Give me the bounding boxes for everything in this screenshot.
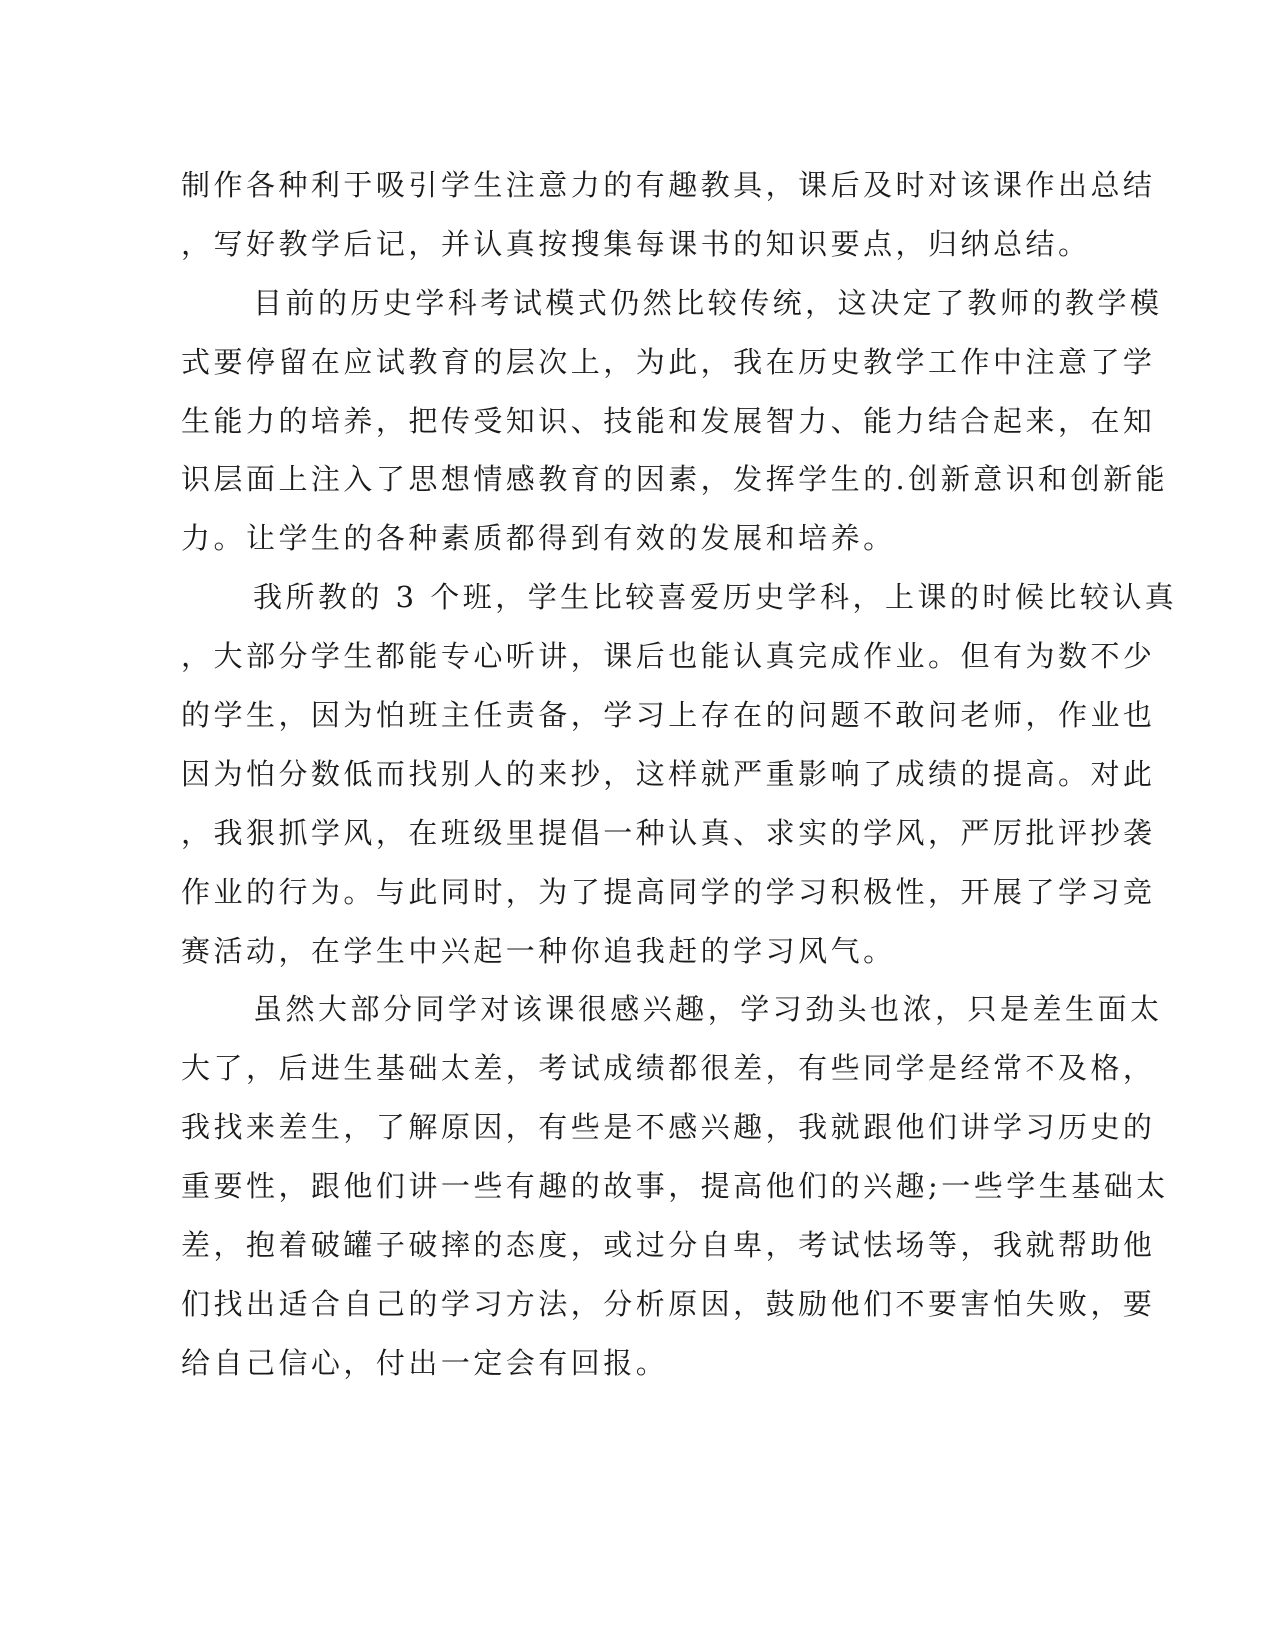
text-line: 力。让学生的各种素质都得到有效的发展和培养。 bbox=[181, 521, 896, 556]
text-line: 识层面上注入了思想情感教育的因素，发挥学生的.创新意识和创新能 bbox=[181, 462, 1169, 497]
text-line: 赛活动，在学生中兴起一种你追我赶的学习风气。 bbox=[181, 933, 896, 968]
text-line: ，我狠抓学风，在班级里提倡一种认真、求实的学风，严厉批评抄袭 bbox=[181, 815, 1156, 850]
text-line: 因为怕分数低而找别人的来抄，这样就严重影响了成绩的提高。对此 bbox=[181, 756, 1156, 791]
text-line: 我所教的 3 个班，学生比较喜爱历史学科，上课的时候比较认真 bbox=[253, 580, 1178, 615]
text-line: 生能力的培养，把传受知识、技能和发展智力、能力结合起来，在知 bbox=[181, 403, 1156, 438]
document-body bbox=[181, 156, 1178, 1393]
text-line: 作业的行为。与此同时，为了提高同学的学习积极性，开展了学习竞 bbox=[181, 874, 1156, 909]
text-line: 大了，后进生基础太差，考试成绩都很差，有些同学是经常不及格， bbox=[181, 1051, 1156, 1086]
text-line: ，写好教学后记，并认真按搜集每课书的知识要点，归纳总结。 bbox=[181, 226, 1091, 261]
text-line: 目前的历史学科考试模式仍然比较传统，这决定了教师的教学模 bbox=[253, 285, 1163, 320]
paragraph-2 bbox=[181, 274, 1169, 568]
text-line: ，大部分学生都能专心听讲，课后也能认真完成作业。但有为数不少 bbox=[181, 639, 1156, 674]
text-line: 重要性，跟他们讲一些有趣的故事，提高他们的兴趣;一些学生基础太 bbox=[181, 1169, 1169, 1204]
text-line: 们找出适合自己的学习方法，分析原因，鼓励他们不要害怕失败，要 bbox=[181, 1286, 1156, 1321]
paragraph-3 bbox=[181, 568, 1178, 980]
text-line: 差，抱着破罐子破摔的态度，或过分自卑，考试怯场等，我就帮助他 bbox=[181, 1228, 1156, 1263]
text-line: 我找来差生，了解原因，有些是不感兴趣，我就跟他们讲学习历史的 bbox=[181, 1110, 1156, 1145]
paragraph-1 bbox=[181, 156, 1156, 274]
text-line: 虽然大部分同学对该课很感兴趣，学习劲头也浓，只是差生面太 bbox=[253, 992, 1163, 1027]
text-line: 给自己信心，付出一定会有回报。 bbox=[181, 1345, 669, 1380]
text-line: 的学生，因为怕班主任责备，学习上存在的问题不敢问老师，作业也 bbox=[181, 698, 1156, 733]
text-line: 制作各种利于吸引学生注意力的有趣教具，课后及时对该课作出总结 bbox=[181, 168, 1156, 202]
text-line: 式要停留在应试教育的层次上，为此，我在历史教学工作中注意了学 bbox=[181, 344, 1156, 379]
paragraph-4 bbox=[181, 980, 1169, 1392]
